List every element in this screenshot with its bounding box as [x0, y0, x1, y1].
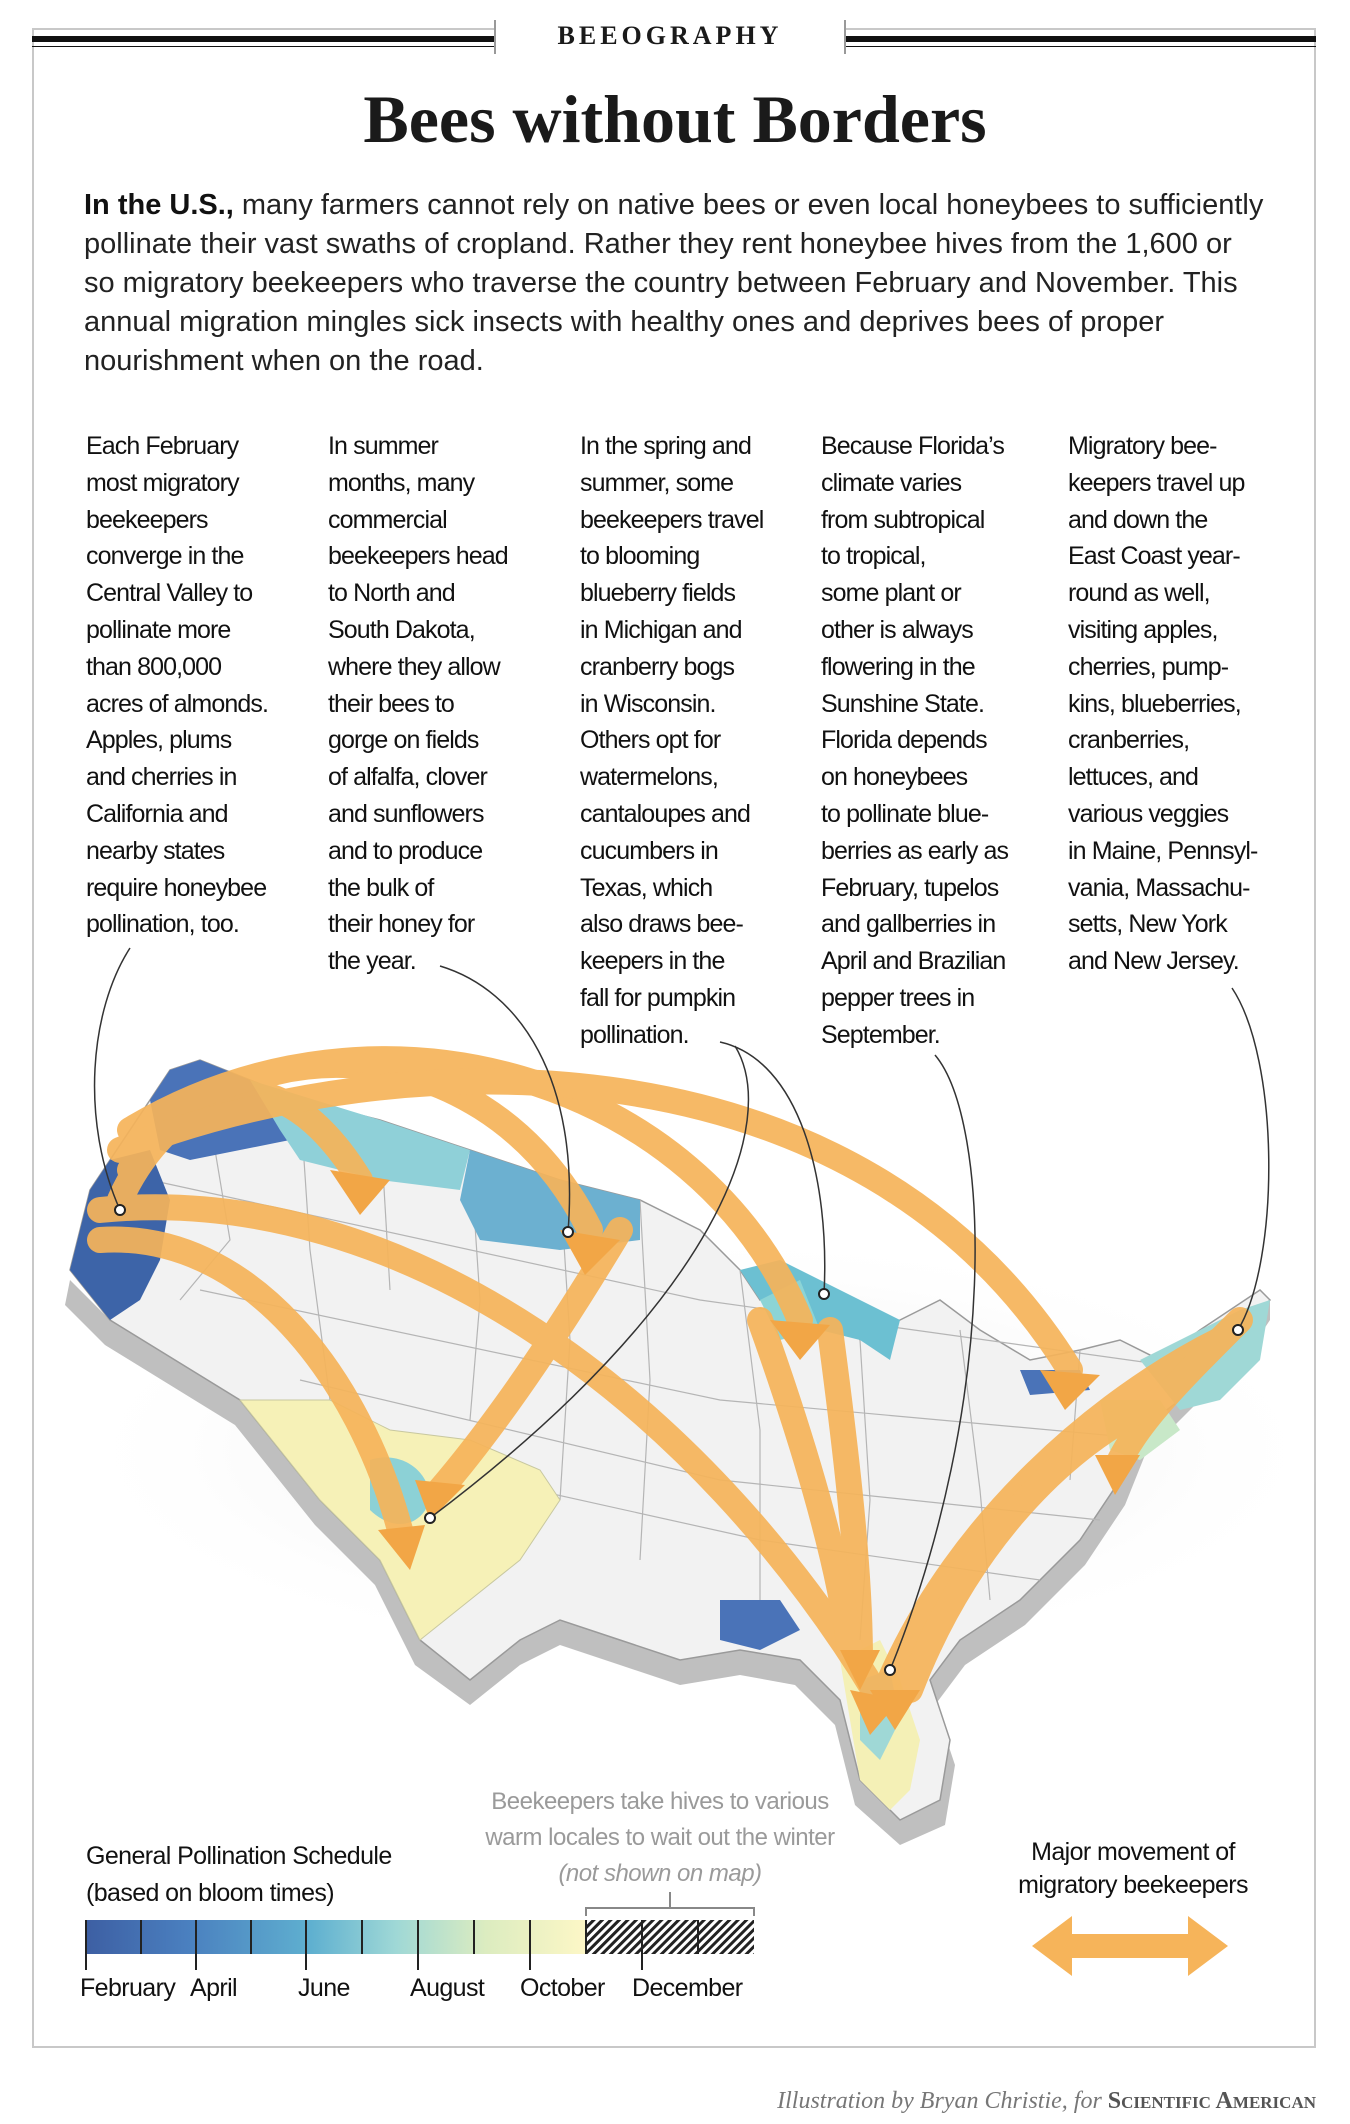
- winter-note: [460, 1784, 860, 1892]
- caption-line: to North and: [328, 579, 455, 608]
- caption-line: other is always: [821, 615, 973, 644]
- caption-line: pollinate more: [86, 615, 231, 644]
- caption-line: acres of almonds.: [86, 689, 269, 718]
- month-label-october: October: [520, 1974, 605, 2002]
- caption-line: in Maine, Pennsyl-: [1068, 836, 1258, 865]
- caption-line: February, tupelos: [821, 873, 999, 902]
- caption-line: climate varies: [821, 468, 962, 497]
- caption-line: East Coast year-: [1068, 542, 1240, 571]
- caption-line: and cherries in: [86, 763, 237, 792]
- caption-line: summer, some: [580, 468, 734, 497]
- intro-body: many farmers cannot rely on native bees or even local honeybees to sufficiently pollinate their vast swaths of cropland. Rather they rent honeybee hives from the 1,600 or so migratory beekeepers who traverse the country between February and November. This annual migration mingles sick insects with healthy ones and deprives bees of proper nourishment when on the road.: [84, 189, 1264, 377]
- caption-line: setts, New York: [1068, 910, 1227, 939]
- caption-line: blueberry fields: [580, 579, 736, 608]
- caption-line: commercial: [328, 505, 447, 534]
- caption-line: gorge on fields: [328, 726, 479, 755]
- caption-line: and New Jersey.: [1068, 947, 1239, 976]
- caption-line: to blooming: [580, 542, 700, 571]
- caption-line: Florida depends: [821, 726, 987, 755]
- caption-line: and gallberries in: [821, 910, 996, 939]
- caption-line: Central Valley to: [86, 579, 253, 608]
- caption-line: and down the: [1068, 505, 1208, 534]
- caption-line: cranberries,: [1068, 726, 1190, 755]
- winter-note-line2: warm locales to wait out the winter: [485, 1824, 835, 1851]
- caption-line: in Michigan and: [580, 615, 742, 644]
- caption-line: the bulk of: [328, 873, 434, 902]
- arrow-legend-line1: Major movement of: [1031, 1838, 1235, 1866]
- caption-line: lettuces, and: [1068, 763, 1199, 792]
- caption-line: Migratory bee-: [1068, 432, 1217, 460]
- arrow-legend-label: [1008, 1836, 1258, 1902]
- caption-line: their bees to: [328, 689, 454, 718]
- double-arrow-icon: [1032, 1916, 1228, 1976]
- caption-line: to pollinate blue-: [821, 799, 989, 828]
- winter-note-line3: (not shown on map): [558, 1860, 762, 1887]
- caption-line: South Dakota,: [328, 615, 475, 644]
- caption-line: cucumbers in: [580, 836, 718, 865]
- legend-title-line2: (based on bloom times): [86, 1879, 335, 1907]
- caption-line: in Wisconsin.: [580, 689, 716, 718]
- illustration-credit: [777, 2088, 1316, 2115]
- caption-line: kins, blueberries,: [1068, 689, 1241, 718]
- caption-line: cranberry bogs: [580, 652, 735, 681]
- page-title: Bees without Borders: [363, 81, 987, 157]
- caption-line: Others opt for: [580, 726, 721, 755]
- caption-line: cherries, pump-: [1068, 652, 1229, 681]
- schedule-gradient-bar: [86, 1920, 586, 1954]
- caption-line: and to produce: [328, 836, 483, 865]
- caption-line: converge in the: [86, 542, 244, 571]
- legend-title: [86, 1838, 392, 1912]
- caption-line: Each February: [86, 432, 239, 460]
- caption-line: where they allow: [328, 652, 500, 681]
- caption-line: some plant or: [821, 579, 961, 608]
- month-label-february: February: [80, 1974, 176, 2002]
- caption-line: and sunflowers: [328, 799, 484, 828]
- caption-line: fall for pumpkin: [580, 983, 736, 1012]
- caption-line: keepers travel up: [1068, 468, 1245, 497]
- caption-line: keepers in the: [580, 947, 725, 976]
- month-label-august: August: [410, 1974, 485, 2002]
- month-label-april: April: [190, 1974, 238, 2002]
- caption-line: nearby states: [86, 836, 225, 865]
- credit-publisher: Scientific American: [1107, 2088, 1316, 2114]
- caption-line: of alfalfa, clover: [328, 763, 487, 792]
- winter-hatch-bar: [586, 1920, 754, 1954]
- winter-note-line1: Beekeepers take hives to various: [491, 1788, 829, 1815]
- winter-bracket: [586, 1892, 754, 1916]
- caption-line: months, many: [328, 468, 475, 497]
- caption-line: various veggies: [1068, 799, 1229, 828]
- caption-line: pepper trees in: [821, 983, 975, 1012]
- credit-prefix: Illustration by Bryan Christie, for: [777, 2088, 1108, 2114]
- caption-line: flowering in the: [821, 652, 975, 681]
- caption-line: pollination, too.: [86, 910, 239, 939]
- caption-line: April and Brazilian: [821, 947, 1006, 976]
- caption-line: on honeybees: [821, 763, 968, 792]
- arrow-legend-line2: migratory beekeepers: [1018, 1871, 1248, 1899]
- month-label-june: June: [298, 1974, 350, 2002]
- caption-line: the year.: [328, 947, 416, 976]
- caption-line: require honeybee: [86, 873, 267, 902]
- caption-line: round as well,: [1068, 579, 1210, 608]
- month-label-december: December: [632, 1974, 743, 2002]
- caption-line: California and: [86, 799, 228, 828]
- caption-line: September.: [821, 1020, 940, 1049]
- caption-line: Apples, plums: [86, 726, 232, 755]
- caption-line: their honey for: [328, 910, 475, 939]
- caption-line: Sunshine State.: [821, 689, 985, 718]
- caption-line: vania, Massachu-: [1068, 873, 1250, 902]
- caption-line: beekeepers travel: [580, 505, 764, 534]
- caption-line: also draws bee-: [580, 910, 743, 939]
- caption-line: watermelons,: [580, 763, 718, 792]
- caption-line: In summer: [328, 432, 438, 460]
- caption-line: Because Florida’s: [821, 432, 1004, 460]
- caption-line: pollination.: [580, 1020, 689, 1049]
- legend-title-line1: General Pollination Schedule: [86, 1842, 392, 1870]
- caption-line: than 800,000: [86, 652, 222, 681]
- caption-line: beekeepers head: [328, 542, 508, 571]
- caption-line: berries as early as: [821, 836, 1009, 865]
- caption-line: beekeepers: [86, 505, 208, 534]
- caption-line: to tropical,: [821, 542, 926, 571]
- caption-line: In the spring and: [580, 432, 751, 460]
- intro-lead: In the U.S.,: [84, 189, 234, 221]
- caption-line: cantaloupes and: [580, 799, 750, 828]
- caption-line: most migratory: [86, 468, 239, 497]
- caption-line: from subtropical: [821, 505, 985, 534]
- caption-line: Texas, which: [580, 873, 713, 902]
- caption-line: visiting apples,: [1068, 615, 1218, 644]
- section-kicker: BEEOGRAPHY: [494, 16, 846, 56]
